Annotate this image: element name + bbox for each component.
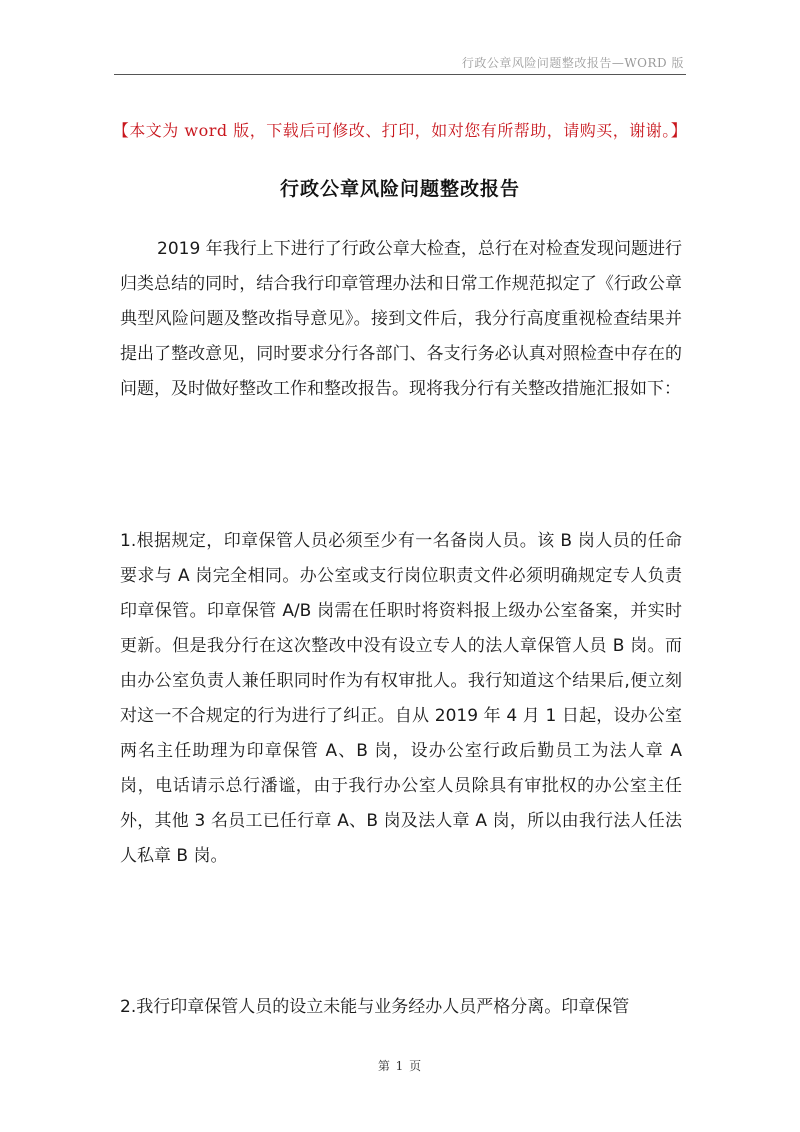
header-divider xyxy=(114,74,686,75)
running-header-title: 行政公章风险问题整改报告—WORD 版 xyxy=(461,56,684,70)
paragraph-intro: 2019 年我行上下进行了行政公章大检查，总行在对检查发现问题进行归类总结的同时，结合我行印章管理办法和日常工作规范拟定了《行政公章典型风险问题及整改指导意见》。接到文件后，我分行高度重视检查结果并提出了整改意见，同时要求分行各部门、各支行务必认真对照检查中存在的问题，及时做好整改工作和整改报告。现将我分行有关整改措施汇报如下： xyxy=(120,239,682,399)
paragraph-item-1: 1.根据规定，印章保管人员必须至少有一名备岗人员。该 B 岗人员的任命要求与 A 岗完全相同。办公室或支行岗位职责文件必须明确规定专人负责印章保管。印章保管 A/B 岗需在任职时将资料报上级办公室备案，并实时更新。但是我分行在这次整改中没有设立专人的法人章保管人员 B 岗。而由办公室负责人兼任职同时作为有权审批人。我行知道这个结果后,便立刻对这一不合规定的行为进行了纠正。自从 2019 年 4 月 1 日起，设办公室两名主任助理为印章保管 A、B 岗，设办公室行政后勤员工为法人章 A 岗，电话请示总行潘谧，由于我行办公室人员除具有审批权的办公室主任外，其他 3 名员工已任行章 A、B 岗及法人章 A 岗，所以由我行法人任法人私章 B 岗。 xyxy=(120,531,682,866)
paragraph-item-2: 2.我行印章保管人员的设立未能与业务经办人员严格分离。印章保管 xyxy=(120,997,630,1017)
download-notice: 【本文为 word 版，下载后可修改、打印，如对您有所帮助，请购买，谢谢。】 xyxy=(112,121,688,140)
page-number: 第 1 页 xyxy=(377,1059,423,1073)
document-title: 行政公章风险问题整改报告 xyxy=(279,178,520,200)
